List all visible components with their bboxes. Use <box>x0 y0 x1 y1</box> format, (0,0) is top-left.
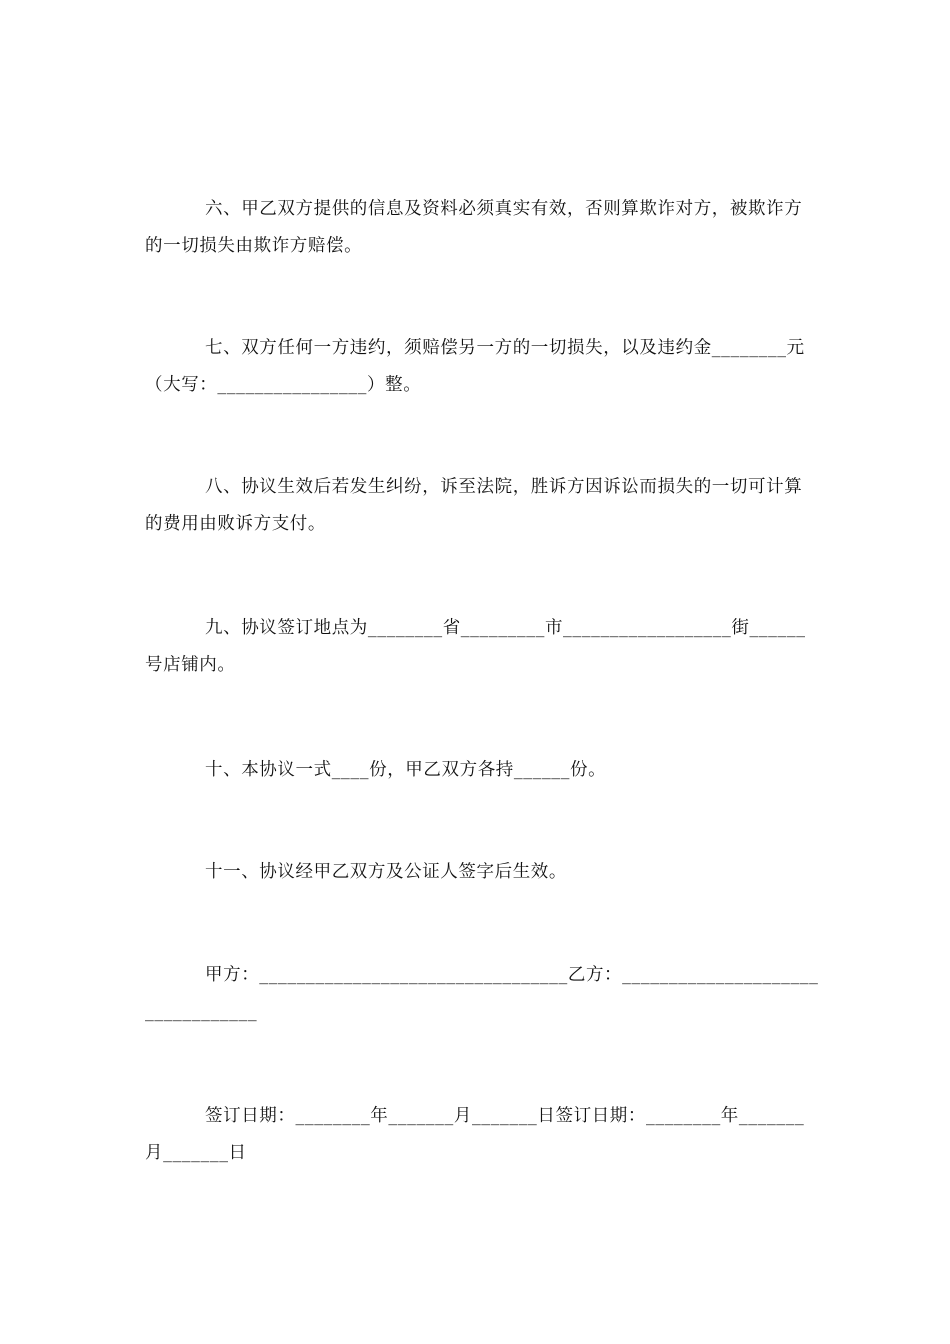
signing-date-line-2: 月_______日 <box>145 1143 247 1163</box>
signature-line-2: ____________ <box>145 1002 258 1022</box>
clause-10-line-1: 十、本协议一式____份，甲乙双方各持______份。 <box>205 760 607 780</box>
clause-8-line-1: 八、协议生效后若发生纠纷，诉至法院，胜诉方因诉讼而损失的一切可计算 <box>205 477 803 497</box>
clause-6-line-1: 六、甲乙双方提供的信息及资料必须真实有效，否则算欺诈对方，被欺诈方 <box>205 199 803 219</box>
clause-10 <box>145 752 805 789</box>
clause-11 <box>145 854 805 891</box>
clause-9 <box>145 610 805 684</box>
clause-7-line-1: 七、双方任何一方违约，须赔偿另一方的一切损失，以及违约金________元 <box>205 338 805 358</box>
clause-9-line-2: 号店铺内。 <box>145 655 236 675</box>
clause-9-line-1: 九、协议签订地点为________省_________市__________________街______ <box>205 618 806 638</box>
signing-date-line-1: 签订日期：________年_______月_______日签订日期：________年_______ <box>205 1106 805 1126</box>
signing-date-section <box>145 1098 805 1172</box>
signature-section <box>145 957 819 1031</box>
clause-6 <box>145 191 805 265</box>
clause-6-line-2: 的一切损失由欺诈方赔偿。 <box>145 236 363 256</box>
clause-11-line-1: 十一、协议经甲乙双方及公证人签字后生效。 <box>205 862 567 882</box>
clause-8 <box>145 469 805 543</box>
clause-7 <box>145 330 805 404</box>
clause-8-line-2: 的费用由败诉方支付。 <box>145 514 326 534</box>
signature-line-1: 甲方：_________________________________乙方：_____________________ <box>205 965 819 985</box>
clause-7-line-2: （大写：________________）整。 <box>145 375 422 395</box>
